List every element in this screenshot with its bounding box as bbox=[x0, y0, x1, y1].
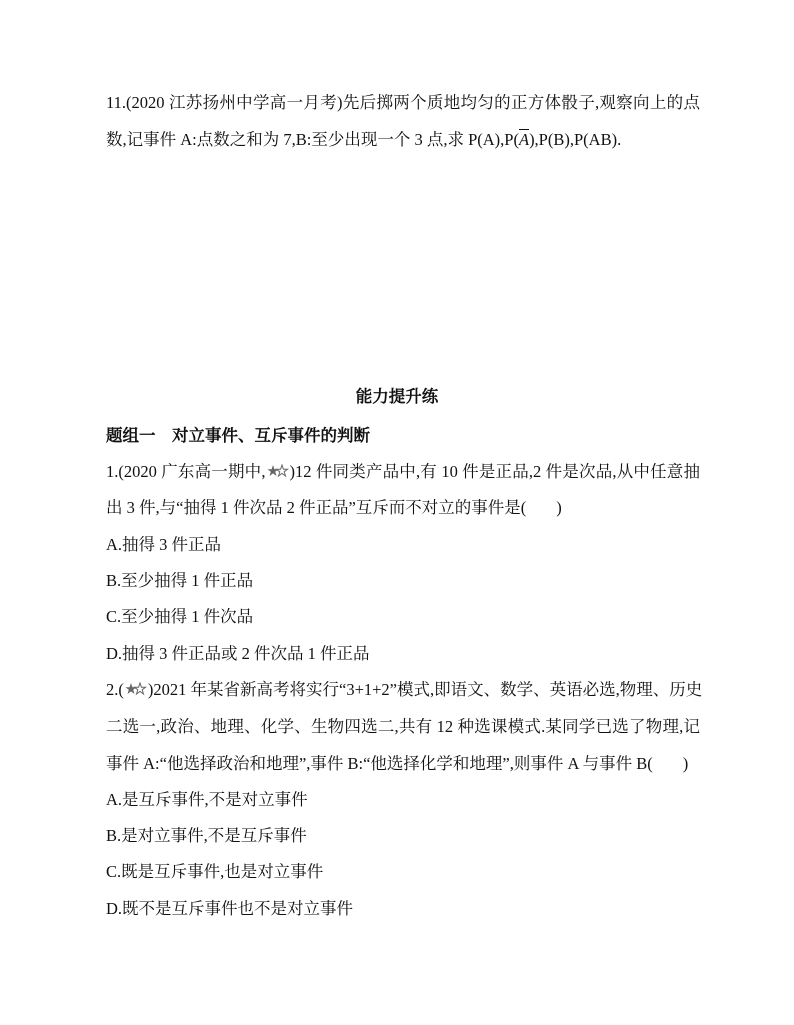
q1-line-1 bbox=[106, 462, 700, 482]
q2-option-b: B.是对立事件,不是互斥事件 bbox=[106, 826, 307, 845]
q11-line-2-tail: ),P(B),P(AB). bbox=[529, 130, 622, 149]
q1-stem: )12 件同类产品中,有 10 件是正品,2 件是次品,从中任意抽 bbox=[289, 462, 701, 481]
section-title: 能力提升练 bbox=[355, 387, 439, 406]
q2-stem-3: 事件 A:“他选择政治和地理”,事件 B:“他选择化学和地理”,则事件 A 与事件 B( bbox=[106, 754, 653, 773]
q1-stem-2: 出 3 件,与“抽得 1 件次品 2 件正品”互斥而不对立的事件是( bbox=[106, 498, 527, 517]
q1-source: 1.(2020 广东高一期中, bbox=[106, 462, 266, 481]
q11-line-1: 11.(2020 江苏扬州中学高一月考)先后掷两个质地均匀的正方体骰子,观察向上的点 bbox=[106, 93, 700, 112]
q2-line-1 bbox=[106, 680, 703, 700]
q2-num: 2.( bbox=[106, 680, 124, 699]
q1-option-c: C.至少抽得 1 件次品 bbox=[106, 607, 254, 626]
q2-line-3 bbox=[106, 754, 700, 774]
q11-line-2 bbox=[106, 130, 700, 150]
q2-close: ) bbox=[682, 754, 689, 773]
q2-stem: )2021 年某省新高考将实行“3+1+2”模式,即语文、数学、英语必选,物理、历史 bbox=[147, 680, 703, 699]
q2-option-c: C.既是互斥事件,也是对立事件 bbox=[106, 862, 324, 881]
complement-a: $\overline{A}$ bbox=[518, 130, 530, 149]
q1-option-d: D.抽得 3 件正品或 2 件次品 1 件正品 bbox=[106, 644, 370, 663]
q2-option-a: A.是互斥事件,不是对立事件 bbox=[106, 790, 308, 809]
q11-line-2-text: 数,记事件 A:点数之和为 7,B:至少出现一个 3 点,求 P(A),P( bbox=[106, 130, 519, 149]
q2-line-2: 二选一,政治、地理、化学、生物四选二,共有 12 种选课模式.某同学已选了物理,记 bbox=[106, 717, 700, 736]
q1-close: ) bbox=[556, 498, 562, 517]
q2-option-d: D.既不是互斥事件也不是对立事件 bbox=[106, 899, 354, 918]
star-icon bbox=[125, 682, 147, 696]
group-title: 题组一 对立事件、互斥事件的判断 bbox=[106, 426, 370, 445]
star-icon bbox=[267, 464, 289, 478]
q1-option-a: A.抽得 3 件正品 bbox=[106, 535, 222, 554]
q1-option-b: B.至少抽得 1 件正品 bbox=[106, 571, 254, 590]
q1-line-2 bbox=[106, 498, 700, 518]
